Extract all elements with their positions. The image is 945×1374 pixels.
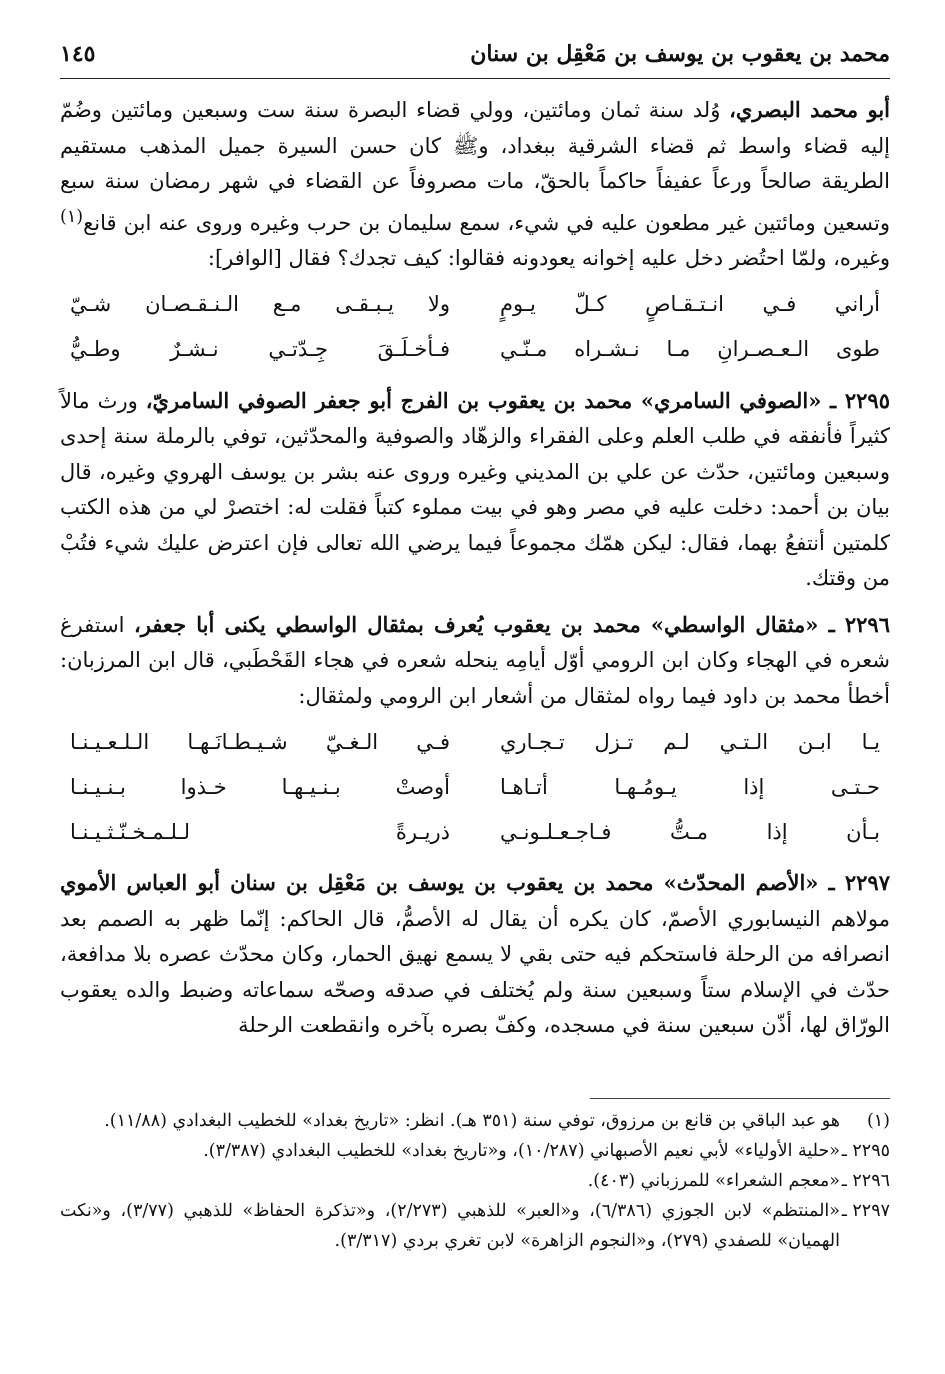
footnote-number: ٢٢٩٦ ـ <box>841 1171 890 1191</box>
verse-second-hemistich: فـأخـلَـقَ جِـدّتـي نـشـرٌ وطـيُّ <box>70 337 450 362</box>
entry-2297-text: مولاهم النيسابوري الأصمّ، كان يكره أن يقال له الأصمُّ، قال الحاكم: إنّما ظهر به الصمم بعد انصرافه من الرحلة فاستحكم فيه حتى بقي لا يسمع نهيق الحمار، وكان محدّث عصره بلا مدافعة، حدّث في الإسلام ستاً وسبعين سنة ولم يُختلف في صدقه وصحّه سماعاته وضبط والده يعقوب الورّاق لها، أذّن سبعين سنة في مسجده، وكفّ بصره بآخره وانقطعت الرحلة <box>60 906 890 1037</box>
entry-2297 <box>60 865 890 1044</box>
verse-first-hemistich: أراني فـي انـتـقـاصٍ كـلّ يـومٍ <box>500 292 880 317</box>
footnote-text: «معجم الشعراء» للمرزباني (٤٠٣). <box>587 1171 840 1191</box>
poem-verse <box>60 720 890 765</box>
entry-2296 <box>60 607 890 715</box>
header-rule <box>60 78 890 79</box>
main-text <box>60 92 890 1044</box>
verse-first-hemistich: بـأن إذا مـتُّ فـاجـعـلـونـي <box>500 819 880 844</box>
footnote <box>60 1196 890 1256</box>
poem-verse <box>60 328 890 373</box>
entry-prev-paragraph <box>60 92 890 277</box>
running-title: محمد بن يعقوب بن يوسف بن مَعْقِل بن سنان <box>470 41 890 67</box>
footnote-text: هو عبد الباقي بن قانع بن مرزوق، توفي سنة (٣٥١ هـ). انظر: «تاريخ بغداد» للخطيب البغدادي (١١/٨٨). <box>104 1111 840 1131</box>
footnote-text: «حلية الأولياء» لأبي نعيم الأصبهاني (١٠/٢٨٧)، و«تاريخ بغداد» للخطيب البغدادي (٣/٣٨٧). <box>203 1141 840 1161</box>
verse-second-hemistich: ذريـرةً لـلـمـخـنّـثـيـنـا <box>70 819 450 844</box>
entry-2296-heading: ٢٢٩٦ ـ «مثقال الواسطي» محمد بن يعقوب يُعرف بمثقال الواسطي يكنى أبا جعفر، <box>134 611 890 637</box>
verse-first-hemistich: حـتـى إذا يـومُـهـا أتـاهـا <box>500 774 880 799</box>
poem-verse <box>60 810 890 855</box>
footnote-number: (١) <box>866 1111 890 1131</box>
entry-2297-heading: ٢٢٩٧ ـ «الأصم المحدّث» محمد بن يعقوب بن يوسف بن مَعْقِل بن سنان أبو العباس الأموي <box>60 870 890 895</box>
verse-second-hemistich: أوصتْ بـنـيـهـا خـذوا بـنـيـنـا <box>70 774 450 799</box>
footnote-number: ٢٢٩٧ ـ <box>841 1201 890 1221</box>
entry-prev-text-cont: وغيره، ولمّا احتُضر دخل عليه إخوانه يعودونه فقالوا: كيف تجدك؟ فقال [الوافر]: <box>207 246 890 270</box>
entry-2295 <box>60 383 890 597</box>
verse-second-hemistich: ولا يـبـقـى مـع الـنـقـصـان شـيّ <box>70 292 450 317</box>
footnote <box>60 1136 890 1166</box>
footnote <box>60 1106 890 1136</box>
footnote-number: ٢٢٩٥ ـ <box>841 1141 890 1161</box>
verse-first-hemistich: يـا ابـن الـتـي لـم تـزل تـجـاري <box>500 729 880 754</box>
footnote <box>60 1166 890 1196</box>
footnote-rule <box>590 1098 890 1099</box>
footnote-marker: (١) <box>60 206 84 227</box>
entry-2295-text: ورث مالاً كثيراً فأنفقه في طلب العلم وعلى الفقراء والزهّاد والصوفية والمحدّثين، توفي بالرملة سنة إحدى وسبعين ومائتين، حدّث عن علي بن المديني وغيره وروى عنه بشر بن يوسف الهروي وغيره، قال بيان بن أحمد: دخلت عليه في مصر وهو في بيت مملوء كتباً فقلت له: اختصرْ لي من هذه الكتب كلمتين أنتفعُ بهما، فقال: ليكن همّك مجموعاً فيما يرضي الله تعالى فإن اعترض عليك شيء فتُبْ من وقتك. <box>60 388 890 590</box>
entry-2295-heading: ٢٢٩٥ ـ «الصوفي السامري» محمد بن يعقوب بن الفرج أبو جعفر الصوفي السامريّ، <box>145 387 890 413</box>
poem-verse <box>60 765 890 810</box>
verse-first-hemistich: طوى الـعـصـرانِ مـا نـشـراه مـنّـي <box>500 337 880 362</box>
page-header <box>60 34 890 74</box>
footnote-text: «المنتظم» لابن الجوزي (٦/٣٨٦)، و«العبر» للذهبي (٢/٢٧٣)، و«تذكرة الحفاظ» للذهبي (٣/٧٧)، و«نكت الهميان» للصفدي (٢٧٩)، و«النجوم الزاهرة» لابن تغري بردي (٣/٣١٧). <box>60 1201 840 1251</box>
verse-second-hemistich: فـي الـغـيّ شـيـطـانَـهـا الـلـعـيـنـا <box>70 729 450 754</box>
entry-prev-name: أبو محمد البصري، <box>729 97 890 122</box>
entry-prev-text: وُلد سنة ثمان ومائتين، وولي قضاء البصرة سنة ست وسبعين ومائتين وضُمّ إليه قضاء واسط ثم قضاء الشرقية ببغداد، وﷺ كان حسن السيرة جميل المذهب مستقيم الطريقة صالحاً ورعاً عفيفاً حاكماً بالحقّ، مات مصروفاً عن القضاء في شهر رمضان سنة سبع وتسعين ومائتين غير مطعون عليه في شيء، سمع سليمان بن حرب وغيره وروى عنه ابن قانع <box>60 98 890 235</box>
entry-2296-text: استفرغ شعره في الهجاء وكان ابن الرومي أوّل أيامِه ينحله شعره في هجاء القَحْطَبي، قال ابن المرزبان: أخطأ محمد بن داود فيما رواه لمثقال من أشعار ابن الرومي ولمثقال: <box>60 612 890 708</box>
poem-2296 <box>60 720 890 855</box>
poem-verse <box>60 283 890 328</box>
footnotes <box>60 1106 890 1256</box>
poem-prev <box>60 283 890 373</box>
page-number: ١٤٥ <box>60 41 96 67</box>
